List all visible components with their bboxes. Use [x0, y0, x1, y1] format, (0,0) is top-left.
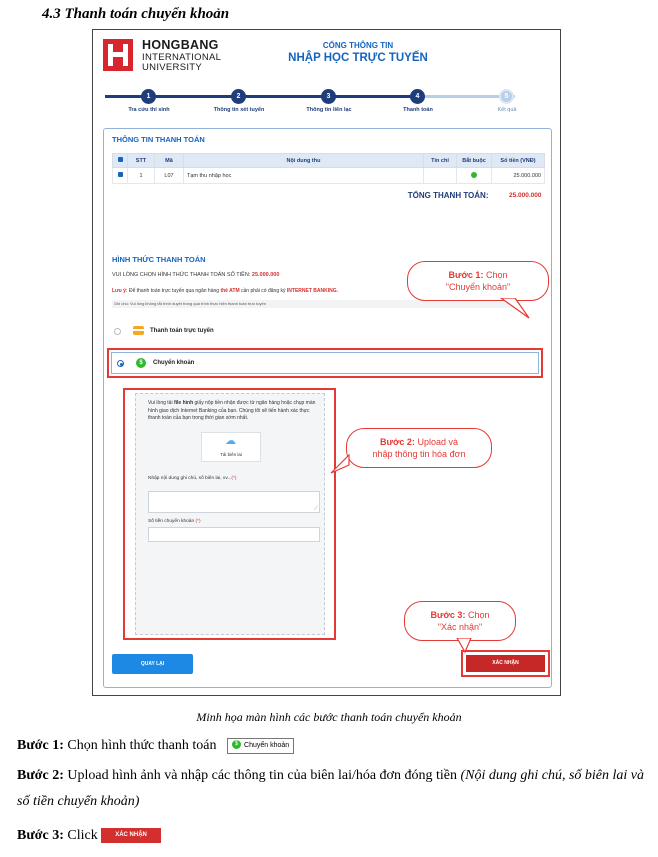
bank-transfer-option-highlight — [107, 348, 543, 378]
confirm-button[interactable]: XÁC NHẬN — [466, 655, 545, 672]
payment-instruction: VUI LÒNG CHỌN HÌNH THỨC THANH TOÁN SỐ TIỀN: 25.000.000 — [112, 272, 280, 278]
upload-receipt-label: Tải biên lai — [220, 452, 242, 457]
step1-callout: Bước 1: Chọn "Chuyển khoản" — [407, 261, 549, 301]
logo-name-line2: INTERNATIONAL — [142, 52, 222, 63]
resize-handle-icon[interactable]: ⟋ — [313, 506, 318, 512]
money-icon: $ — [136, 358, 146, 368]
online-payment-label[interactable]: Thanh toán trực tuyến — [150, 328, 214, 334]
payment-table — [112, 153, 545, 206]
logo-name-line3: UNIVERSITY — [142, 62, 203, 73]
step-5-marker: 5 — [499, 89, 514, 104]
step-3-marker[interactable]: 3 — [321, 89, 336, 104]
portal-title: NHẬP HỌC TRỰC TUYẾN — [288, 52, 428, 64]
step-1-marker[interactable]: 1 — [141, 89, 156, 104]
money-icon: $ — [232, 740, 241, 749]
step2-callout: Bước 2: Upload và nhập thông tin hóa đơn — [346, 428, 492, 468]
step-3-label: Thông tin liên lạc — [306, 107, 352, 113]
step3-callout-pointer — [453, 638, 477, 654]
cloud-upload-icon: ☁ — [225, 435, 236, 447]
step-2-marker[interactable]: 2 — [231, 89, 246, 104]
table-header-row — [113, 154, 545, 168]
payment-method-title: HÌNH THỨC THANH TOÁN — [112, 255, 206, 264]
upload-receipt-button[interactable] — [201, 432, 261, 462]
hiu-logo-icon — [103, 39, 133, 71]
table-total-row — [113, 184, 545, 207]
browser-note: Ghi chú: Vui lòng không tắt trình duyệt trong quá trình thực hiện thanh toán trực tuyến — [112, 300, 514, 308]
select-all-checkbox[interactable] — [118, 157, 123, 162]
col-credits: Tín chỉ — [424, 154, 457, 168]
step-4-marker[interactable]: 4 — [410, 89, 425, 104]
upload-instruction: Vui lòng tải file hình giấy nộp tiền nhận được từ ngân hàng hoặc chụp màn hình giao dịch Internet Banking của bạn. Chúng tôi sẽ tiến hành xác thực thanh toán của bạn trong thời gian sớm nhất. — [148, 400, 316, 421]
step2-callout-pointer — [329, 453, 353, 475]
confirm-badge: XÁC NHẬN — [101, 828, 161, 843]
figure-caption: Minh họa màn hình các bước thanh toán chuyển khoản — [196, 710, 462, 724]
step-5-label: Kết quả — [497, 107, 517, 113]
row-stt: 1 — [128, 168, 155, 184]
row-amount: 25.000.000 — [492, 168, 545, 184]
back-button[interactable]: QUAY LẠI — [112, 654, 193, 674]
col-code: Mã — [155, 154, 184, 168]
instruction-step-3: Bước 3: Click XÁC NHẬN — [17, 826, 161, 846]
bank-transfer-radio[interactable] — [117, 360, 124, 367]
bank-transfer-option[interactable] — [111, 352, 539, 374]
online-payment-radio[interactable] — [114, 328, 121, 335]
instruction-step-1: Bước 1: Chọn hình thức thanh toán $ Chuyển khoản — [17, 736, 294, 756]
note-field-label: Nhập nội dung ghi chú, số biên lai, vv...(*) — [148, 476, 237, 481]
card-icon — [133, 326, 144, 335]
confirm-button-highlight — [461, 650, 550, 677]
screenshot-frame — [92, 29, 561, 696]
row-content: Tạm thu nhập học — [184, 168, 424, 184]
table-row — [113, 168, 545, 184]
total-label: TỔNG THANH TOÁN: — [407, 190, 489, 200]
bank-transfer-badge: $ Chuyển khoản — [227, 738, 294, 754]
row-credits — [424, 168, 457, 184]
step1-callout-pointer — [493, 298, 533, 320]
required-dot-icon — [471, 172, 477, 178]
section-heading: 4.3 Thanh toán chuyển khoản — [42, 6, 230, 22]
col-stt: STT — [128, 154, 155, 168]
atm-note: Lưu ý: Để thanh toán trực tuyến qua ngân hàng thẻ ATM cần phải có đăng ký INTERNET BANKING. — [112, 288, 339, 294]
instruction-step-2: Bước 2: Upload hình ảnh và nhập các thông tin của biên lai/hóa đơn đóng tiền (Nội dung ghi chú, số biên lai và số tiền chuyển khoản) — [17, 768, 645, 809]
step3-callout: Bước 3: Chọn "Xác nhận" — [404, 601, 516, 641]
note-textarea[interactable] — [148, 491, 320, 513]
upload-section-highlight — [123, 388, 336, 640]
amount-input[interactable] — [148, 527, 320, 542]
step-1-label: Tra cứu thí sinh — [128, 107, 170, 113]
payment-info-title: THÔNG TIN THANH TOÁN — [112, 135, 205, 144]
step-2-label: Thông tin xét tuyển — [213, 107, 265, 113]
col-required: Bắt buộc — [457, 154, 492, 168]
bank-transfer-label: Chuyển khoản — [153, 360, 195, 366]
amount-field-label: Số tiền chuyển khoản (*) — [148, 519, 201, 524]
step-4-label: Thanh toán — [403, 107, 433, 113]
upload-section — [135, 393, 325, 635]
total-value: 25.000.000 — [508, 191, 542, 199]
col-content: Nội dung thu — [184, 154, 424, 168]
row-code: L07 — [155, 168, 184, 184]
row-checkbox[interactable] — [118, 172, 123, 177]
logo-name: HONGBANG — [142, 38, 219, 52]
col-amount: Số tiền (VNĐ) — [492, 154, 545, 168]
portal-subtitle: CỔNG THÔNG TIN — [322, 41, 394, 50]
